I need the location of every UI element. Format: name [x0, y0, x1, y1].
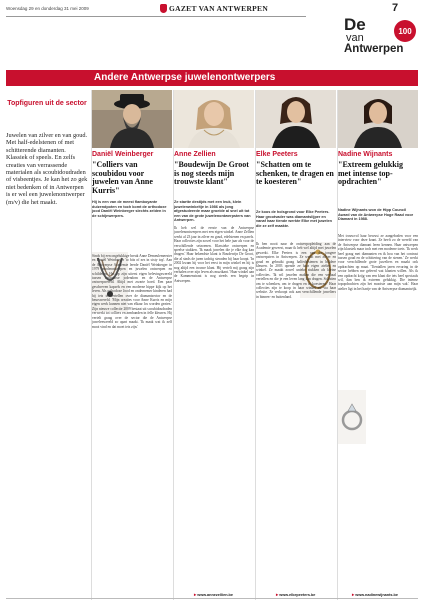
designer-name: Elke Peeters [256, 151, 298, 158]
designer-body: Ik heb wel de eerste van de Antwerpse juwelenontwerpers met een eigen winkel. Anne Zellien werkt al 23 jaar in zilver en goud, edelstenen en parels. Haar collecties zijn zowel voor het hele jaar als voor de verschillende seizoenen. Klassieke ontwerpen en speelse stukken. 'Ik maak juwelen die je elke dag kan dragen.' Haar bekendste klant is Boudewijn De Groot, die al sinds de jaren tachtig sieraden bij haar koopt. 'In 2002 kwam hij voor het eerst in mijn winkel en hij is nog altijd een trouwe klant. Hij vertelt mij graag zijn verhalen over zijn leven als muzikant.' Haar winkel aan de Kammenstraat is nog steeds een begrip in Antwerpen. [174, 226, 254, 283]
designer-quote: "Schatten om te schenken, te dragen en te koesteren" [256, 160, 334, 187]
designer-body: Sinds bij een ongelukkige breuk Anne Demeulemeester en Daniël Weinberger 'to bits of zes in sixty top'. Aan de Antwerpse Academie leerde Daniël Weinberger in 1979 modeontwerpen en juwelen ontwerpen en schilderen. Het op zijn uiterst eigen belevingswereld tussen orthodoxe jodendom en de Antwerpse ontwerpwereld. Altijd met zwarte hoed. Een paar geschreven kapsels en een moderne hippe kijk op het leven. Als orthodoxe Jood en ondernemer kinderen had hij iets te vertellen over de diamantsector en de beurswereld. 'Mijn creaties voor Anne Kurris en mijn eigen werk kunnen niet van elkaar los worden gezien.' Zijn nieuwe collectie 2009 bestaat uit scoubidoudraden verwerkt tot colliers en armbanden in felle kleuren. Hij vertelt graag over de sector die de Antwerpse juwelenwereld zo apart maakt. 'Ik maak wat ik zelf mooi vind en dat moet iets zijn.' [92, 254, 172, 329]
designer-column-zellien [174, 90, 254, 600]
designer-column-peeters [256, 90, 336, 600]
sidebar-body: Juwelen van zilver en van goud. Met half-edelstenen of met schitterende diamanten. Klassiek of speels. En zelfs creaties van verrassende materialen als scoubidoudraden of visbeentjes. Je kan het zo gek niet bedenken of in Antwerpen is er wel een juwelenontwerper (m/v) die het maakt. [6, 132, 88, 206]
designer-name: Nadine Wijnants [338, 151, 393, 158]
designer-body: Met trouwvol haar bewust ze aangeboden voor een interview voor deze krant. Ze heeft zo de wereld van de Antwerpse diamant leren kennen. Haar ontwerpen zijn klassiek maar toch met een moderne toets. 'Ik werk heel graag met diamanten en ik hou van het contrast tussen goud en de schittering van de stenen.' Ze werkt voor verschillende grote juweliers en maakt ook opdrachten op maat. 'Tientallen jaren ervaring in de sector hebben me geleerd wat klanten willen. Als ik een opdracht krijg van een klant die iets heel speciaals wil, dan ben ik extreem gelukkig. Die intense topopdrachten zijn het mooiste aan mijn vak.' Haar atelier ligt in het hartje van de Antwerpse diamantwijk. [338, 234, 418, 291]
designer-body: Ik ben nooit naar de ontwerpopleiding aan de Academie geweest, maar ik heb wel altijd met juwelen gewerkt. Elke Peeters is een van de jongere ontwerpsters in Antwerpen. Ze werkt met zilver en goud en gebruikt graag halfedelstenen in heldere kleuren. In 2003 opende ze haar eigen atelier en winkel. Ze maakt zowel unieke stukken als kleine collecties. 'Ik wil juwelen maken die een verhaal vertellen en die je een leven lang kan dragen. Schatten om te schenken, om te dragen en te koesteren.' Haar collecties zijn te koop in haar winkel en via haar website. Ze verkoopt ook aan verschillende juweliers in binnen- en buitenland. [256, 242, 336, 299]
designer-name: Daniël Weinberger [92, 151, 154, 158]
designer-lead: Hij is een van de meest flamboyante duizendpoten en toch komt de orthodoxe jood Daniël Weinberger slechts zelden in de schijnwerpers. [92, 200, 167, 218]
masthead-city: Antwerpen [344, 43, 404, 55]
newspaper-logo [160, 3, 268, 13]
crest-icon [160, 4, 167, 13]
section-masthead [344, 16, 422, 68]
designer-website-text: www.elkepeeters.be [279, 593, 316, 597]
zellien-portrait-image [174, 90, 254, 148]
sidebar-kicker: Topfiguren uit de sector [7, 100, 87, 107]
newspaper-logo-text: GAZET VAN ANTWERPEN [169, 3, 269, 13]
peeters-portrait-image [256, 90, 336, 148]
headline: Andere Antwerpse juwelenontwerpers [94, 72, 276, 83]
arrow-right-icon: ▸ [276, 592, 279, 597]
designer-quote: "Extreem gelukkig met intense top-opdrachten" [338, 160, 403, 187]
designer-column-wijnants [338, 90, 418, 600]
designer-quote: "Boudewijn De Groot is nog steeds mijn trouwste klant" [174, 160, 249, 187]
designer-quote: "Colliers van scoubidou voor juwelen van Anne Kurris" [92, 160, 153, 195]
anniversary-badge: 100 [394, 20, 416, 42]
page-number: 7 [392, 2, 399, 14]
wijnants-portrait-image [338, 90, 418, 148]
header-rule [6, 16, 306, 17]
designer-name: Anne Zellien [174, 151, 216, 158]
intro-sidebar [6, 90, 88, 206]
designer-lead: Ze startte destijds met een leuk, klein juwelenwinkeltje in 1986 als jong afgestudeerde maar groeide al snel uit tot een van de grote juwelenontwerpsters van Antwerpen. [174, 200, 251, 223]
arrow-right-icon: ▸ [352, 592, 355, 597]
designer-photo [174, 90, 254, 148]
masthead-de: De [344, 15, 366, 34]
arrow-right-icon: ▸ [194, 592, 197, 597]
designer-lead: Nadine Wijnants won de Hipp Council Award van de Antwerpse Hoge Raad voor Diamant in 1988. [338, 208, 414, 222]
footer-rule [6, 598, 418, 599]
designer-website-text: www.annezellien.be [197, 593, 233, 597]
designer-website-text: www.nadinewijnants.be [355, 593, 398, 597]
designer-column-weinberger [92, 90, 172, 600]
designer-lead: Ze koos de holsgrond voor Elke Peeters. Haar grootvader was diamantslijper en vanaf haar tiende werkte Elke met juwelen die ze zelf maakte. [256, 210, 332, 228]
designer-photo [338, 90, 418, 148]
masthead-van: van [346, 32, 364, 44]
weinberger-portrait-image [92, 90, 172, 148]
designer-photo [92, 90, 172, 148]
dateline: Woensdag 29 en donderdag 31 mei 2009 [6, 6, 89, 11]
designer-photo [256, 90, 336, 148]
